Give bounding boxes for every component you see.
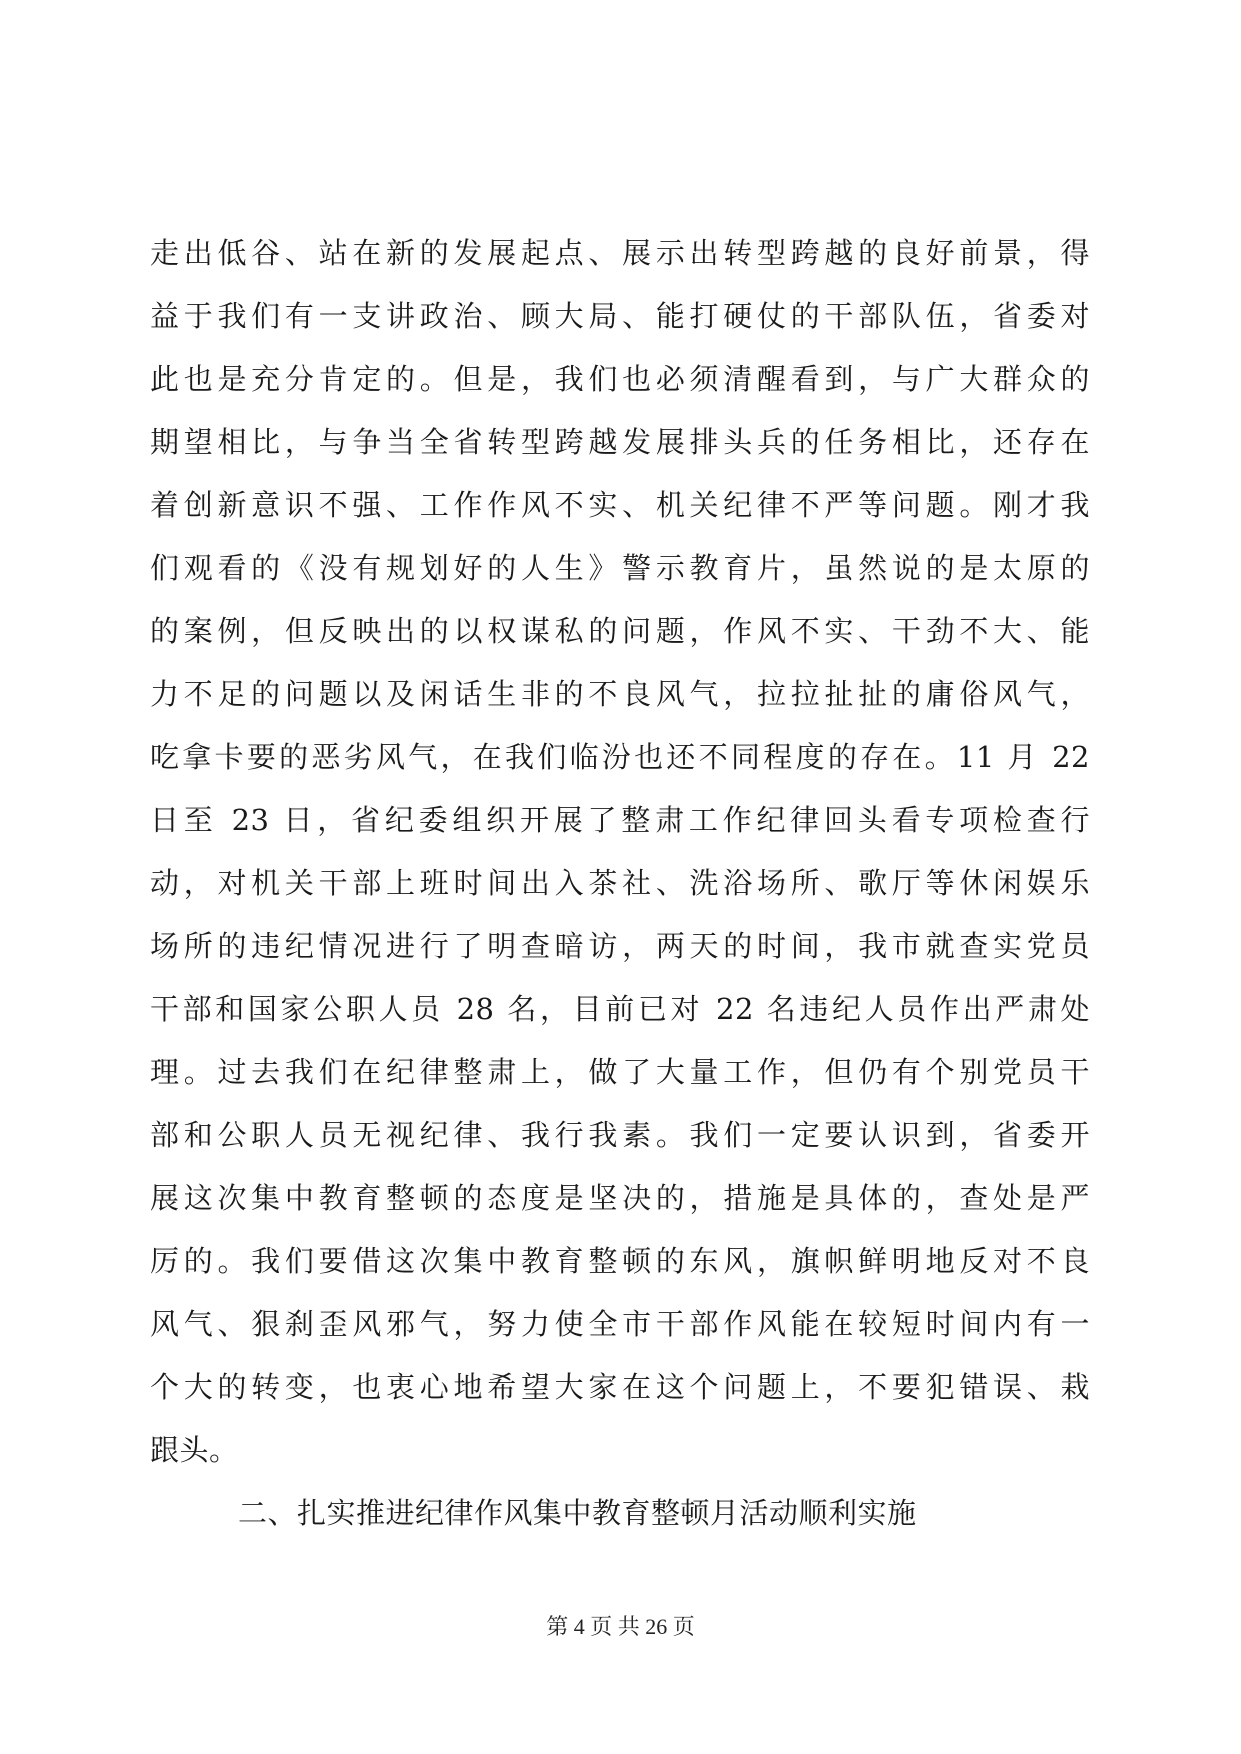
text-line: 力不足的问题以及闲话生非的不良风气，拉拉扯扯的庸俗风气， [150,677,1090,711]
text-line: 跟头。 [150,1433,239,1467]
text-line: 部和公职人员无视纪律、我行我素。我们一定要认识到，省委开 [150,1118,1090,1152]
text-line: 的案例，但反映出的以权谋私的问题，作风不实、干劲不大、能 [150,614,1090,648]
text-line: 动，对机关干部上班时间出入茶社、洗浴场所、歌厅等休闲娱乐 [150,866,1090,900]
body-paragraph [150,228,1090,1551]
text-line: 吃拿卡要的恶劣风气，在我们临汾也还不同程度的存在。11 月 22 [150,740,1090,774]
text-line: 场所的违纪情况进行了明查暗访，两天的时间，我市就查实党员 [150,929,1090,963]
text-line: 着创新意识不强、工作作风不实、机关纪律不严等问题。刚才我 [150,488,1090,522]
text-line: 理。过去我们在纪律整肃上，做了大量工作，但仍有个别党员干 [150,1055,1090,1089]
text-line: 日至 23 日，省纪委组织开展了整肃工作纪律回头看专项检查行 [150,803,1090,837]
text-line: 厉的。我们要借这次集中教育整顿的东风，旗帜鲜明地反对不良 [150,1244,1090,1278]
text-line: 此也是充分肯定的。但是，我们也必须清醒看到，与广大群众的 [150,362,1090,396]
section-heading: 二、扎实推进纪律作风集中教育整顿月活动顺利实施 [238,1496,917,1530]
text-line: 个大的转变，也衷心地希望大家在这个问题上，不要犯错误、栽 [150,1370,1090,1404]
page-number-footer [0,1610,1241,1641]
text-line: 走出低谷、站在新的发展起点、展示出转型跨越的良好前景，得 [150,236,1090,270]
text-line: 益于我们有一支讲政治、顾大局、能打硬仗的干部队伍，省委对 [150,299,1090,333]
text-line: 干部和国家公职人员 28 名，目前已对 22 名违纪人员作出严肃处 [150,992,1090,1026]
text-line: 期望相比，与争当全省转型跨越发展排头兵的任务相比，还存在 [150,425,1090,459]
page-number-label: 第 4 页 共 26 页 [546,1614,695,1639]
text-line: 风气、狠刹歪风邪气，努力使全市干部作风能在较短时间内有一 [150,1307,1090,1341]
text-line: 展这次集中教育整顿的态度是坚决的，措施是具体的，查处是严 [150,1181,1090,1215]
text-line: 们观看的《没有规划好的人生》警示教育片，虽然说的是太原的 [150,551,1090,585]
